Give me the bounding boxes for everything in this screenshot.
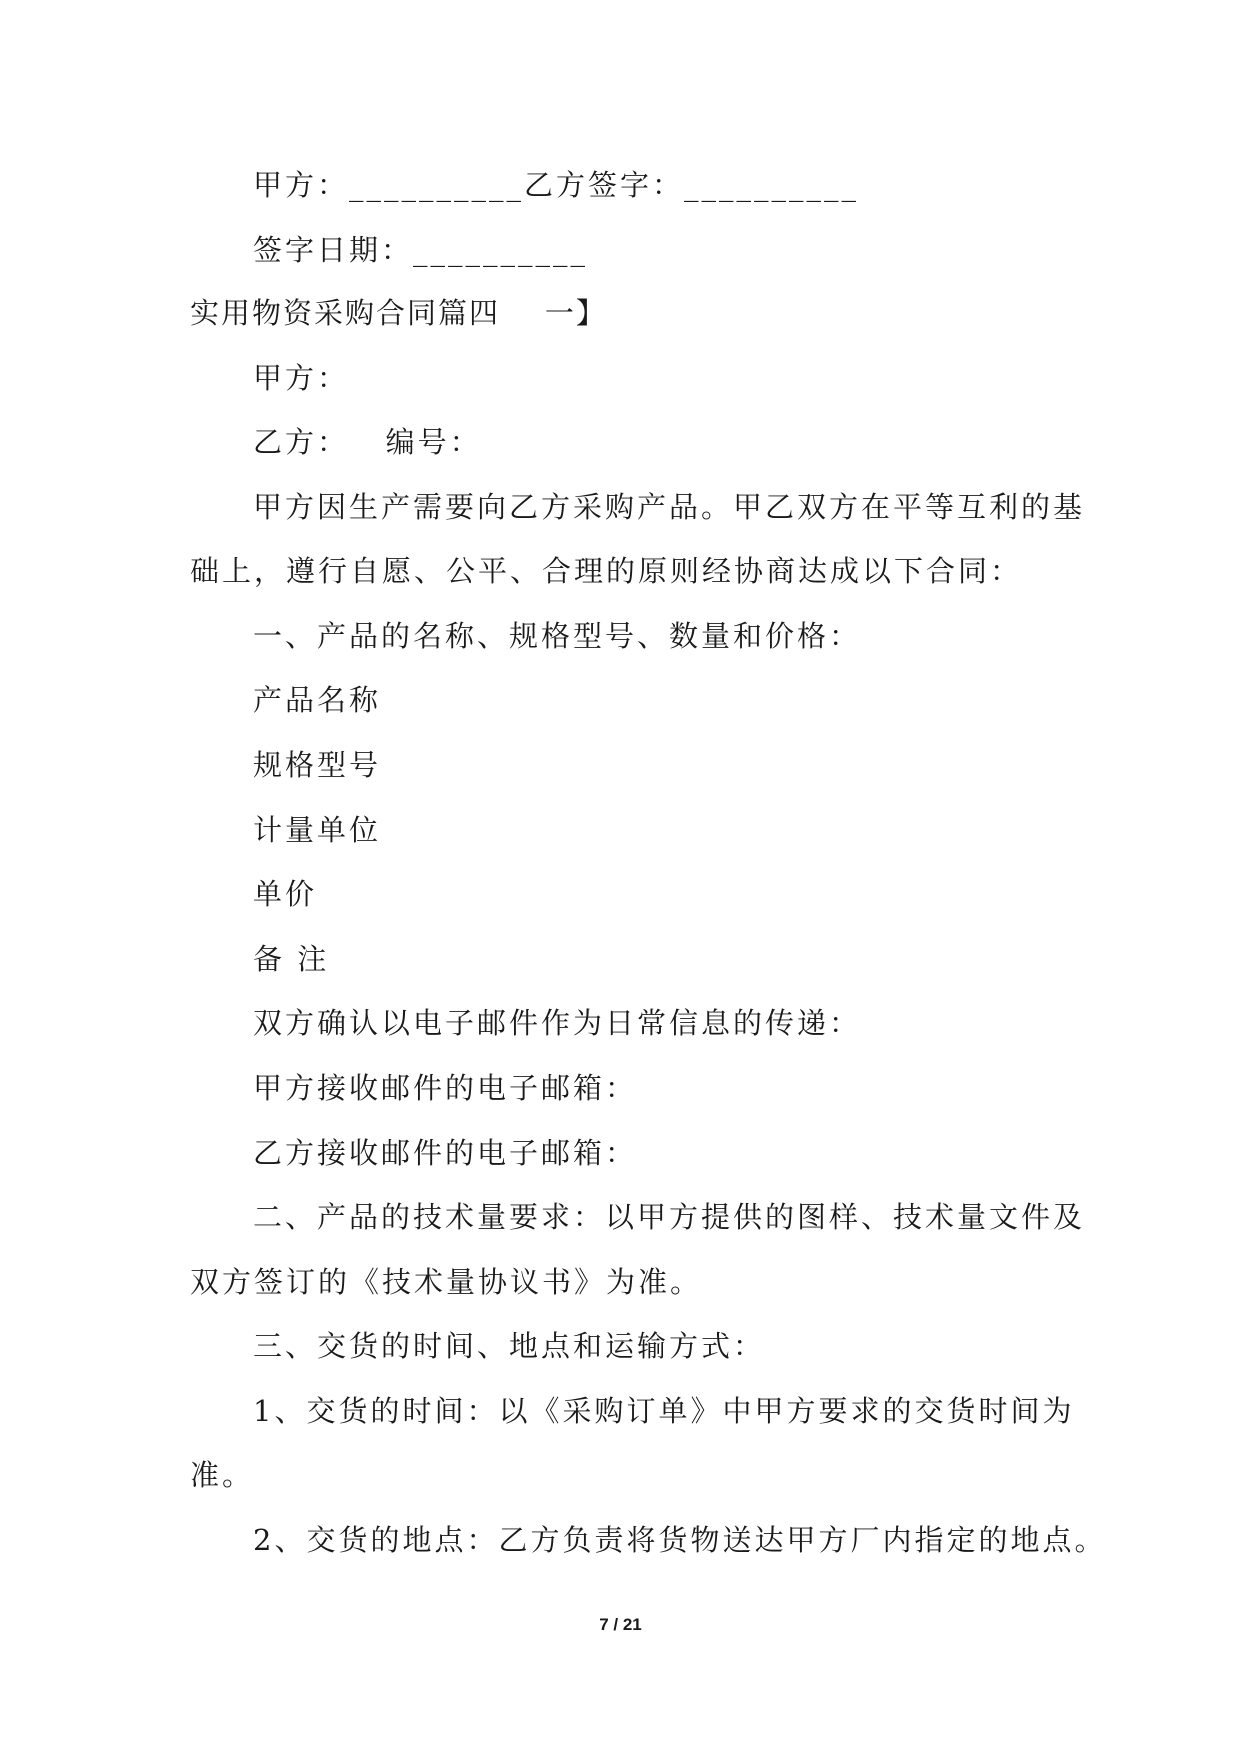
paragraph-line: 准。 xyxy=(190,1458,255,1492)
paragraph-line: 甲方接收邮件的电子邮箱： xyxy=(253,1071,638,1105)
list-item: 产品名称 xyxy=(253,683,382,717)
list-item: 计量单位 xyxy=(253,813,382,847)
clause-heading: 一、产品的名称、规格型号、数量和价格： xyxy=(253,619,862,653)
list-item: 备 注 xyxy=(253,942,330,976)
clause-heading: 二、产品的技术量要求：以甲方提供的图样、技术量文件及 xyxy=(253,1200,1086,1234)
party-b-number-line: 乙方： 编号： xyxy=(253,425,482,459)
paragraph-line: 乙方接收邮件的电子邮箱： xyxy=(253,1136,638,1170)
section-heading: 实用物资采购合同篇四 一】 xyxy=(190,296,607,330)
signature-line-party-a-b: 甲方：__________乙方签字：__________ xyxy=(253,168,860,202)
paragraph-line: 双方签订的《技术量协议书》为准。 xyxy=(190,1265,703,1299)
list-item: 单价 xyxy=(253,877,318,911)
paragraph-line: 1、交货的时间：以《采购订单》中甲方要求的交货时间为 xyxy=(253,1394,1075,1428)
paragraph-line: 2、交货的地点：乙方负责将货物送达甲方厂内指定的地点。 xyxy=(253,1523,1107,1557)
signature-date-line: 签字日期：__________ xyxy=(253,233,589,267)
clause-heading: 三、交货的时间、地点和运输方式： xyxy=(253,1329,766,1363)
paragraph-line: 础上，遵行自愿、公平、合理的原则经协商达成以下合同： xyxy=(190,554,1023,588)
paragraph-line: 双方确认以电子邮件作为日常信息的传递： xyxy=(253,1006,862,1040)
list-item: 规格型号 xyxy=(253,748,382,782)
party-a-line: 甲方： xyxy=(253,361,350,395)
page-number: 7 / 21 xyxy=(599,1615,642,1634)
paragraph-line: 甲方因生产需要向乙方采购产品。甲乙双方在平等互利的基 xyxy=(253,490,1086,524)
